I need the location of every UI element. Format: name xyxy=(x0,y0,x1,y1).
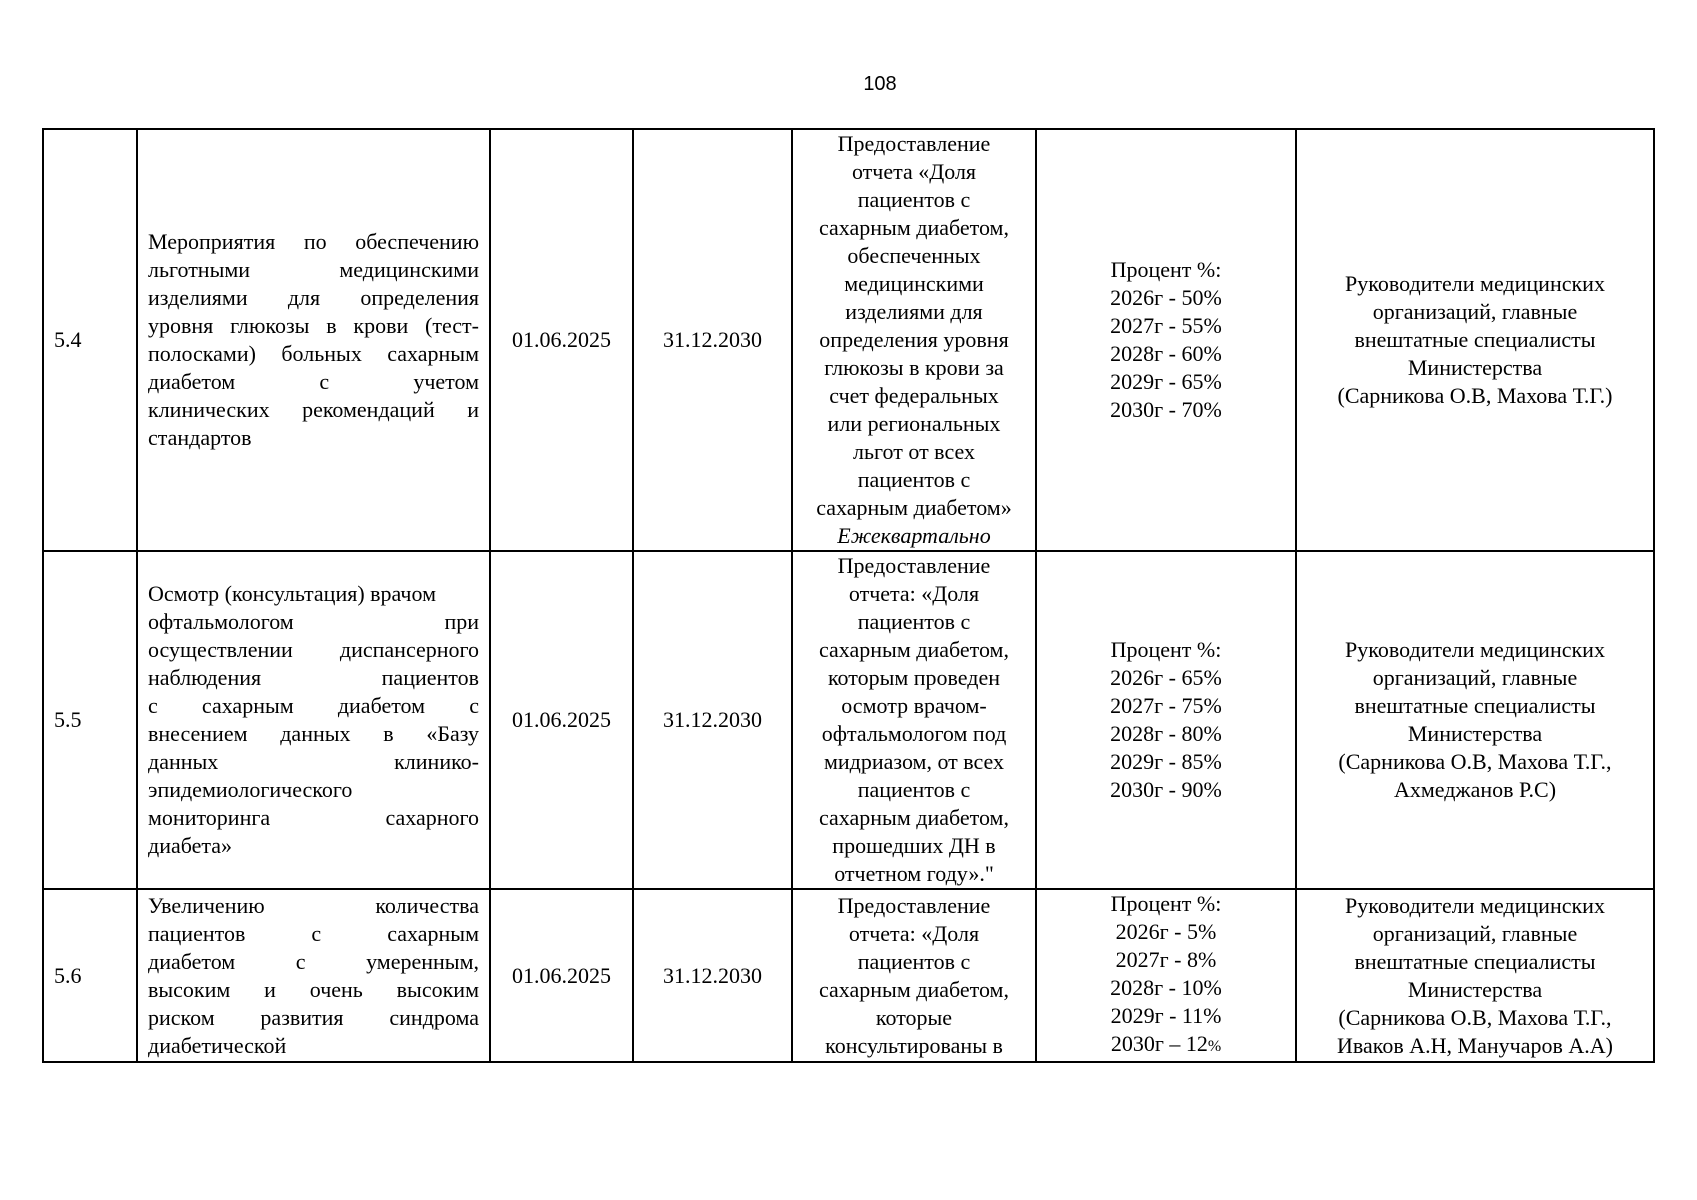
report-line: мидриазом, от всех xyxy=(823,749,1005,774)
target-line: 2028г - 60% xyxy=(1110,341,1222,366)
report-line: осмотр врачом- xyxy=(841,693,987,718)
target-line: 2027г - 8% xyxy=(1115,947,1217,972)
end-date: 31.12.2030 xyxy=(633,551,792,889)
description-line: диабета» xyxy=(148,833,233,858)
description-line: диабетом с учетом xyxy=(148,369,479,394)
responsible-persons xyxy=(1296,551,1654,889)
start-date: 01.06.2025 xyxy=(490,889,633,1062)
description-line: осуществлении диспансерного xyxy=(148,637,479,662)
measure-description xyxy=(137,889,490,1062)
table-row xyxy=(43,551,1654,889)
target-line: 2030г - 70% xyxy=(1110,397,1222,422)
report-line: отчета «Доля xyxy=(851,159,977,184)
description-line: мониторинга сахарного xyxy=(148,805,479,830)
description-line: диабетической xyxy=(148,1032,287,1058)
description-line: Увеличению количества xyxy=(148,892,479,918)
target-values xyxy=(1036,129,1296,551)
report-line: офтальмологом под xyxy=(821,721,1007,746)
action-plan-table xyxy=(42,128,1655,1063)
measure-description xyxy=(137,551,490,889)
responsible-line: Министерства xyxy=(1407,976,1543,1002)
target-line: 2026г - 65% xyxy=(1110,665,1222,690)
report-line: консультированы в xyxy=(825,1032,1003,1058)
target-line: 2028г - 10% xyxy=(1110,975,1222,1000)
page-number: 108 xyxy=(863,73,897,95)
report-line: сахарным диабетом, xyxy=(819,805,1009,830)
target-line: 2029г - 11% xyxy=(1110,1003,1222,1028)
responsible-line: (Сарникова О.В, Махова Т.Г.) xyxy=(1337,383,1613,408)
report-line: отчета: «Доля xyxy=(848,581,980,606)
end-date: 31.12.2030 xyxy=(633,889,792,1062)
row-number: 5.6 xyxy=(43,889,137,1062)
report-description xyxy=(792,889,1036,1062)
target-title: Процент %: xyxy=(1110,891,1222,916)
report-line: или региональных xyxy=(827,411,1001,436)
report-line: глюкозы в крови за xyxy=(824,355,1004,380)
target-title: Процент %: xyxy=(1110,637,1222,662)
description-line: стандартов xyxy=(148,425,252,450)
responsible-line: Министерства xyxy=(1407,355,1543,380)
report-line: отчета: «Доля xyxy=(848,920,980,946)
description-line: наблюдения пациентов xyxy=(148,665,479,690)
responsible-line: организаций, главные xyxy=(1372,920,1578,946)
report-line: счет федеральных xyxy=(829,383,999,408)
report-line: которым проведен xyxy=(827,665,1001,690)
start-date: 01.06.2025 xyxy=(490,551,633,889)
report-line: сахарным диабетом, xyxy=(819,637,1009,662)
description-line: риском развития синдрома xyxy=(148,1004,479,1030)
table-row xyxy=(43,889,1654,1062)
target-line: 2027г - 75% xyxy=(1110,693,1222,718)
target-line: 2028г - 80% xyxy=(1110,721,1222,746)
responsible-line: внештатные специалисты xyxy=(1354,693,1596,718)
responsible-line: Руководители медицинских xyxy=(1345,271,1605,296)
report-line: Предоставление xyxy=(837,553,991,578)
description-line: изделиями для определения xyxy=(148,285,479,310)
report-line: сахарным диабетом, xyxy=(819,976,1009,1002)
report-line: сахарным диабетом» xyxy=(816,495,1012,520)
start-date: 01.06.2025 xyxy=(490,129,633,551)
report-line: пациентов с xyxy=(857,467,971,492)
target-line: 2030г - 90% xyxy=(1110,777,1222,802)
report-line: пациентов с xyxy=(857,777,971,802)
row-number: 5.5 xyxy=(43,551,137,889)
responsible-line: Руководители медицинских xyxy=(1345,637,1605,662)
report-line: пациентов с xyxy=(857,948,971,974)
report-line: пациентов с xyxy=(857,609,971,634)
table-row xyxy=(43,129,1654,551)
measure-description xyxy=(137,129,490,551)
description-line: льготными медицинскими xyxy=(148,257,479,282)
row-number: 5.4 xyxy=(43,129,137,551)
report-line: обеспеченных xyxy=(847,243,981,268)
report-line: которые xyxy=(875,1004,953,1030)
description-line: внесением данных в «Базу xyxy=(148,721,479,746)
report-line: пациентов с xyxy=(857,187,971,212)
report-line: Предоставление xyxy=(837,131,991,156)
responsible-line: организаций, главные xyxy=(1372,299,1578,324)
report-description xyxy=(792,551,1036,889)
target-line: 2029г - 85% xyxy=(1110,749,1222,774)
report-line: сахарным диабетом, xyxy=(819,215,1009,240)
responsible-line: Иваков А.Н, Манучаров А.А) xyxy=(1337,1032,1613,1058)
target-line: 2026г - 5% xyxy=(1115,919,1217,944)
target-values xyxy=(1036,889,1296,1062)
description-line: диабетом с умеренным, xyxy=(148,948,479,974)
report-line: льгот от всех xyxy=(853,439,975,464)
report-frequency: Ежеквартально xyxy=(837,523,991,548)
responsible-line: (Сарникова О.В, Махова Т.Г., xyxy=(1338,1004,1612,1030)
description-line: с сахарным диабетом с xyxy=(148,693,479,718)
description-line: высоким и очень высоким xyxy=(148,976,479,1002)
responsible-persons xyxy=(1296,129,1654,551)
description-line: офтальмологом при xyxy=(148,609,479,634)
report-line: Предоставление xyxy=(837,892,991,918)
responsible-line: организаций, главные xyxy=(1372,665,1578,690)
responsible-line: (Сарникова О.В, Махова Т.Г., xyxy=(1338,749,1612,774)
responsible-persons xyxy=(1296,889,1654,1062)
target-line-percent: % xyxy=(1207,1038,1222,1055)
target-title: Процент %: xyxy=(1110,257,1222,282)
description-line: уровня глюкозы в крови (тест- xyxy=(148,313,479,338)
end-date: 31.12.2030 xyxy=(633,129,792,551)
responsible-line: внештатные специалисты xyxy=(1354,327,1596,352)
report-line: медицинскими xyxy=(844,271,984,296)
target-line: 2026г - 50% xyxy=(1110,285,1222,310)
target-line xyxy=(1047,1030,1285,1061)
description-line: пациентов с сахарным xyxy=(148,920,479,946)
target-line: 2029г - 65% xyxy=(1110,369,1222,394)
description-line: Мероприятия по обеспечению xyxy=(148,229,479,254)
report-line: отчетном году»." xyxy=(834,861,994,886)
report-line: изделиями для xyxy=(845,299,983,324)
description-line: клинических рекомендаций и xyxy=(148,397,479,422)
description-line: данных клинико- xyxy=(148,749,479,774)
report-line: прошедших ДН в xyxy=(832,833,996,858)
description-line: полосками) больных сахарным xyxy=(148,341,479,366)
responsible-line: Руководители медицинских xyxy=(1345,892,1605,918)
target-values xyxy=(1036,551,1296,889)
description-line: Осмотр (консультация) врачом xyxy=(148,581,436,606)
responsible-line: Ахмеджанов Р.С) xyxy=(1393,777,1557,802)
responsible-line: Министерства xyxy=(1407,721,1543,746)
target-line: 2027г - 55% xyxy=(1110,313,1222,338)
report-description xyxy=(792,129,1036,551)
responsible-line: внештатные специалисты xyxy=(1354,948,1596,974)
description-line: эпидемиологического xyxy=(148,777,353,802)
report-line: определения уровня xyxy=(819,327,1009,352)
target-line-text: 2030г – 12 xyxy=(1110,1031,1208,1056)
